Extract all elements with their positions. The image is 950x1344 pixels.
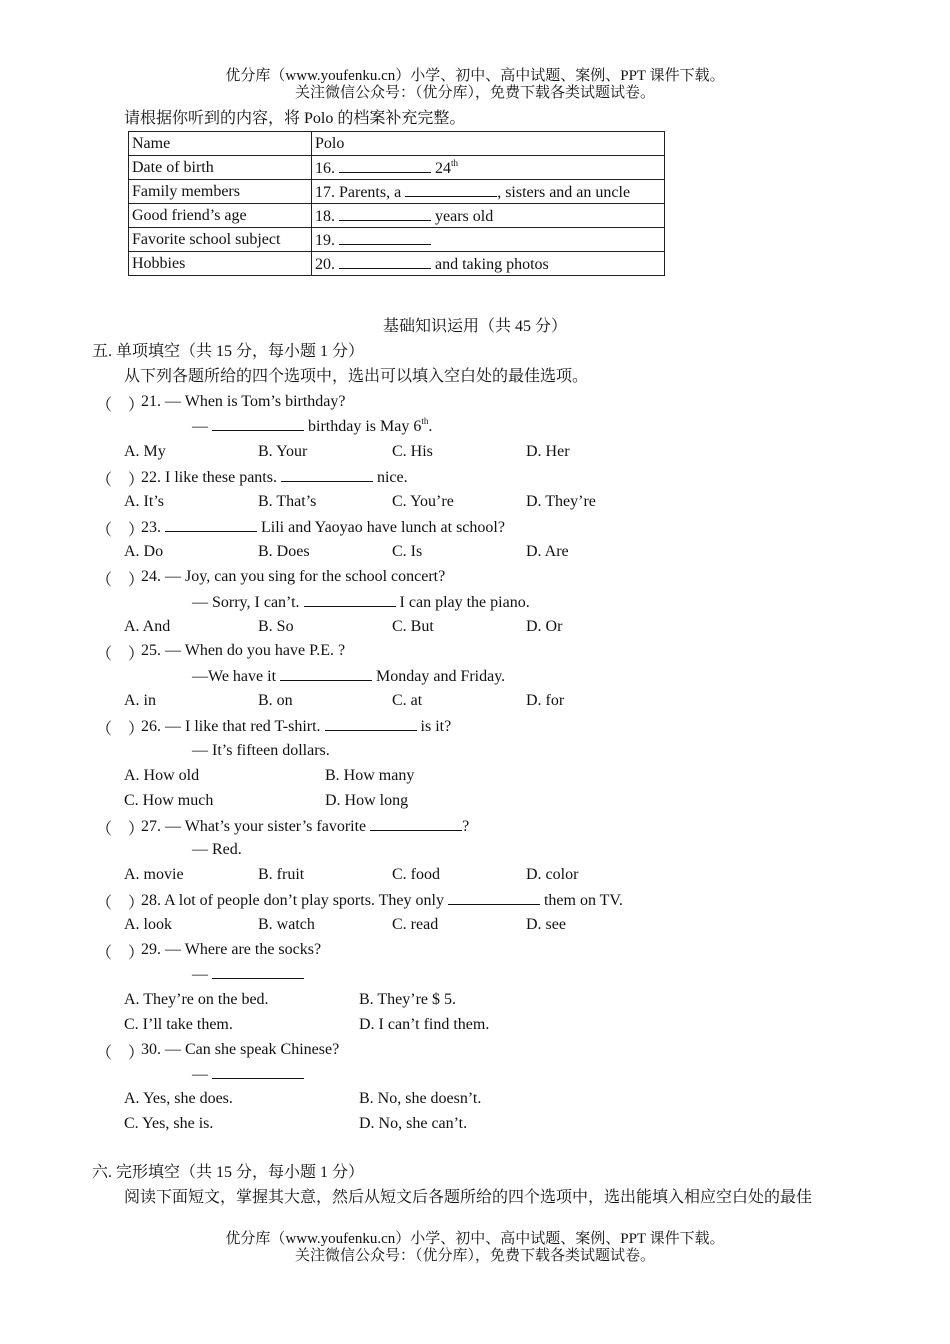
question-27: 27. — What’s your sister’s favorite ? [141, 818, 470, 835]
answer-blank[interactable] [165, 517, 257, 532]
option-a[interactable]: A. How old [124, 767, 200, 784]
page-header [0, 68, 950, 102]
table-cell-label: Date of birth [129, 156, 312, 180]
option-b[interactable]: B. That’s [258, 493, 317, 510]
option-d[interactable]: D. Her [526, 443, 570, 460]
section6-instruction: 阅读下面短文，掌握其大意，然后从短文后各题所给的四个选项中，选出能填入相应空白处的最佳 [124, 1189, 813, 1206]
option-d[interactable]: D. No, she can’t. [359, 1115, 468, 1132]
option-c[interactable]: C. I’ll take them. [124, 1016, 233, 1033]
footer-line-1: 优分库（www.youfenku.cn）小学、初中、高中试题、案例、PPT 课件下载。 [225, 1231, 725, 1247]
option-c[interactable]: C. Yes, she is. [124, 1115, 214, 1132]
option-a[interactable]: A. My [124, 443, 166, 460]
table-cell-value: 17. Parents, a , sisters and an uncle [312, 180, 665, 204]
answer-blank[interactable] [212, 416, 304, 431]
page-footer [0, 1231, 950, 1265]
option-a[interactable]: A. Do [124, 543, 164, 560]
question-23: 23. Lili and Yaoyao have lunch at school? [141, 519, 505, 536]
table-row [129, 204, 665, 228]
section5-title: 五. 单项填空（共 15 分，每小题 1 分） [92, 343, 365, 360]
option-c[interactable]: C. But [392, 618, 434, 635]
option-d[interactable]: D. see [526, 916, 566, 933]
answer-paren[interactable]: （ ） [96, 721, 145, 738]
header-line-2: 关注微信公众号：（优分库），免费下载各类试题试卷。 [294, 85, 655, 101]
answer-paren[interactable]: （ ） [96, 646, 145, 663]
option-b[interactable]: B. Your [258, 443, 308, 460]
question-25-line2: —We have it Monday and Friday. [192, 668, 506, 685]
option-a[interactable]: A. And [124, 618, 171, 635]
polo-profile-table [128, 131, 665, 276]
question-21: 21. — When is Tom’s birthday? [141, 393, 346, 410]
question-24: 24. — Joy, can you sing for the school concert? [141, 568, 446, 585]
option-d[interactable]: D. color [526, 866, 579, 883]
answer-paren[interactable]: （ ） [96, 397, 145, 414]
answer-paren[interactable]: （ ） [96, 522, 145, 539]
answer-blank[interactable] [325, 716, 417, 731]
option-d[interactable]: D. They’re [526, 493, 596, 510]
option-d[interactable]: D. I can’t find them. [359, 1016, 490, 1033]
option-a[interactable]: A. It’s [124, 493, 164, 510]
option-c[interactable]: C. at [392, 692, 423, 709]
option-a[interactable]: A. They’re on the bed. [124, 991, 269, 1008]
answer-blank[interactable] [405, 182, 497, 197]
question-27-line2: — Red. [192, 841, 242, 858]
answer-blank[interactable] [370, 816, 462, 831]
listening-instruction: 请根据你听到的内容，将 Polo 的档案补充完整。 [124, 110, 466, 127]
answer-paren[interactable]: （ ） [96, 572, 145, 589]
option-b[interactable]: B. Does [258, 543, 310, 560]
answer-blank[interactable] [212, 1064, 304, 1079]
option-d[interactable]: D. Or [526, 618, 563, 635]
question-28: 28. A lot of people don’t play sports. They only them on TV. [141, 892, 623, 909]
option-b[interactable]: B. They’re $ 5. [359, 991, 457, 1008]
question-24-line2: — Sorry, I can’t. I can play the piano. [192, 594, 530, 611]
table-cell-value: Polo [312, 132, 665, 156]
question-22: 22. I like these pants. nice. [141, 469, 408, 486]
question-26: 26. — I like that red T-shirt. is it? [141, 718, 452, 735]
option-c[interactable]: C. food [392, 866, 440, 883]
option-a[interactable]: A. in [124, 692, 156, 709]
question-29-line2: — [192, 964, 304, 985]
table-cell-label: Favorite school subject [129, 228, 312, 252]
answer-blank[interactable] [448, 890, 540, 905]
option-b[interactable]: B. on [258, 692, 293, 709]
table-cell-value: 20. and taking photos [312, 252, 665, 276]
question-25: 25. — When do you have P.E. ? [141, 642, 346, 659]
table-cell-label: Family members [129, 180, 312, 204]
option-a[interactable]: A. movie [124, 866, 184, 883]
footer-line-2: 关注微信公众号：（优分库），免费下载各类试题试卷。 [294, 1248, 655, 1264]
option-a[interactable]: A. Yes, she does. [124, 1090, 233, 1107]
answer-blank[interactable] [339, 230, 431, 245]
option-b[interactable]: B. fruit [258, 866, 305, 883]
table-row [129, 252, 665, 276]
table-row [129, 228, 665, 252]
table-cell-label: Name [129, 132, 312, 156]
table-row [129, 156, 665, 180]
table-cell-label: Hobbies [129, 252, 312, 276]
answer-paren[interactable]: （ ） [96, 1045, 145, 1062]
option-b[interactable]: B. watch [258, 916, 315, 933]
option-d[interactable]: D. How long [325, 792, 409, 809]
table-row [129, 180, 665, 204]
option-b[interactable]: B. How many [325, 767, 415, 784]
section-basic-title: 基础知识运用（共 45 分） [382, 318, 567, 335]
option-c[interactable]: C. You’re [392, 493, 454, 510]
answer-blank[interactable] [281, 467, 373, 482]
section6-title: 六. 完形填空（共 15 分，每小题 1 分） [92, 1164, 365, 1181]
answer-paren[interactable]: （ ） [96, 472, 145, 489]
table-row [129, 132, 665, 156]
option-b[interactable]: B. No, she doesn’t. [359, 1090, 482, 1107]
question-29: 29. — Where are the socks? [141, 941, 322, 958]
table-cell-value: 18. years old [312, 204, 665, 228]
option-d[interactable]: D. Are [526, 543, 569, 560]
table-cell-value: 16. 24th [312, 156, 665, 180]
option-c[interactable]: C. How much [124, 792, 214, 809]
question-26-line2: — It’s fifteen dollars. [192, 742, 330, 759]
table-cell-label: Good friend’s age [129, 204, 312, 228]
option-c[interactable]: C. Is [392, 543, 423, 560]
answer-blank[interactable] [304, 592, 396, 607]
answer-blank[interactable] [339, 206, 431, 221]
answer-paren[interactable]: （ ） [96, 945, 145, 962]
question-30: 30. — Can she speak Chinese? [141, 1041, 340, 1058]
answer-blank[interactable] [339, 254, 431, 269]
question-30-line2: — [192, 1064, 304, 1085]
option-c[interactable]: C. His [392, 443, 433, 460]
answer-blank[interactable] [280, 666, 372, 681]
section5-instruction: 从下列各题所给的四个选项中，选出可以填入空白处的最佳选项。 [124, 368, 589, 385]
option-a[interactable]: A. look [124, 916, 172, 933]
table-cell-value: 19. [312, 228, 665, 252]
option-b[interactable]: B. So [258, 618, 294, 635]
question-21-line2: — birthday is May 6th. [192, 416, 433, 435]
answer-paren[interactable]: （ ） [96, 821, 145, 838]
option-d[interactable]: D. for [526, 692, 565, 709]
header-line-1: 优分库（www.youfenku.cn）小学、初中、高中试题、案例、PPT 课件下载。 [225, 68, 725, 84]
answer-blank[interactable] [339, 158, 431, 173]
option-c[interactable]: C. read [392, 916, 439, 933]
answer-blank[interactable] [212, 964, 304, 979]
answer-paren[interactable]: （ ） [96, 895, 145, 912]
